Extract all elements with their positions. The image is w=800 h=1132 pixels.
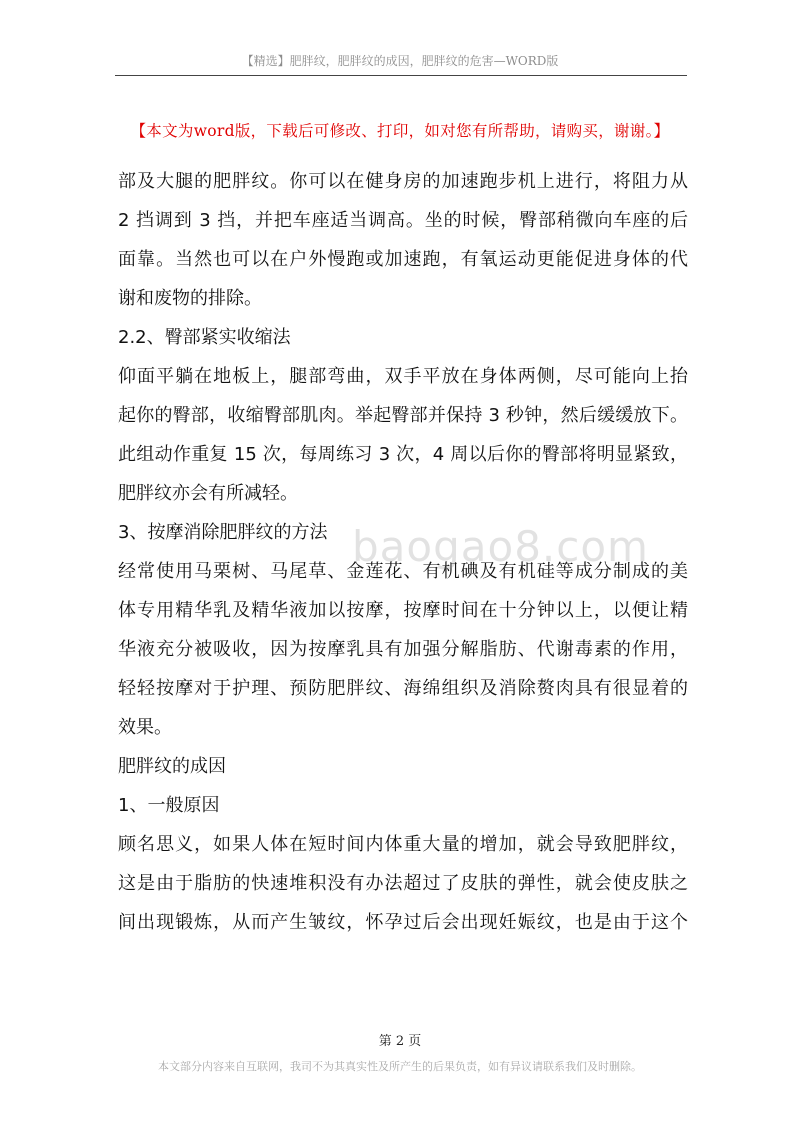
body-text-line: 华液充分被吸收，因为按摩乳具有加强分解脂肪、代谢毒素的作用， bbox=[118, 639, 688, 660]
body-text-line: 2 挡调到 3 挡，并把车座适当调高。坐的时候，臀部稍微向车座的后 bbox=[118, 210, 688, 231]
footer-disclaimer: 本文部分内容来自互联网，我司不为其真实性及所产生的后果负责，如有异议请联系我们及时删除。 bbox=[158, 1060, 642, 1073]
body-text-line: 经常使用马栗树、马尾草、金莲花、有机碘及有机硅等成分制成的美 bbox=[118, 561, 688, 582]
body-text-line: 肥胖纹的成因 bbox=[118, 756, 226, 777]
body-text-line: 这是由于脂肪的快速堆积没有办法超过了皮肤的弹性，就会使皮肤之 bbox=[118, 873, 688, 894]
purchase-notice: 【本文为word版，下载后可修改、打印，如对您有所帮助，请购买，谢谢。】 bbox=[130, 122, 670, 140]
body-text-line: 部及大腿的肥胖纹。你可以在健身房的加速跑步机上进行，将阻力从 bbox=[118, 171, 688, 192]
body-text-line: 间出现锻炼，从而产生皱纹，怀孕过后会出现妊娠纹，也是由于这个 bbox=[118, 912, 688, 933]
body-text-line: 顾名思义，如果人体在短时间内体重大量的增加，就会导致肥胖纹， bbox=[118, 834, 688, 855]
body-text-line: 3、按摩消除肥胖纹的方法 bbox=[118, 522, 328, 543]
page-header-title: 【精选】肥胖纹，肥胖纹的成因，肥胖纹的危害—WORD版 bbox=[241, 54, 559, 68]
body-text-line: 1、一般原因 bbox=[118, 795, 220, 816]
body-text-line: 体专用精华乳及精华液加以按摩，按摩时间在十分钟以上，以便让精 bbox=[118, 600, 688, 621]
body-text-line: 面靠。当然也可以在户外慢跑或加速跑，有氧运动更能促进身体的代 bbox=[118, 249, 688, 270]
body-text-line: 此组动作重复 15 次，每周练习 3 次，4 周以后你的臀部将明显紧致， bbox=[118, 444, 688, 465]
body-text-line: 仰面平躺在地板上，腿部弯曲，双手平放在身体两侧，尽可能向上抬 bbox=[118, 366, 688, 387]
page-number: 第 2 页 bbox=[378, 1034, 422, 1049]
body-text-line: 轻轻按摩对于护理、预防肥胖纹、海绵组织及消除赘肉具有很显着的 bbox=[118, 678, 688, 699]
watermark-text: baogao8.com bbox=[352, 522, 649, 571]
body-text-line: 肥胖纹亦会有所减轻。 bbox=[118, 483, 298, 504]
body-text-line: 谢和废物的排除。 bbox=[118, 288, 262, 309]
body-text-line: 效果。 bbox=[118, 717, 172, 738]
body-text-line: 起你的臀部，收缩臀部肌肉。举起臀部并保持 3 秒钟，然后缓缓放下。 bbox=[118, 405, 688, 426]
body-text-line: 2.2、臀部紧实收缩法 bbox=[118, 327, 291, 348]
header-divider bbox=[115, 75, 687, 76]
